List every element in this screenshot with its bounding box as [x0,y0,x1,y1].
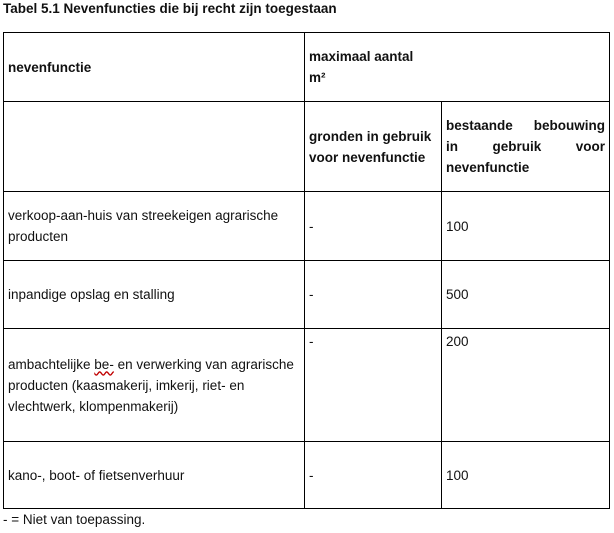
row-buildings: 500 [442,261,610,329]
row-buildings: 200 [442,329,610,442]
row-grounds: - [305,442,442,509]
header-cell-function [4,33,305,102]
row-function: kano-, boot- of fietsenverhuur [4,442,305,509]
row-grounds: - [305,192,442,261]
functions-table [3,32,610,509]
subheader-cell-buildings [442,102,610,192]
subheader-buildings-line-2: in gebruik voor [446,139,605,154]
table-footnote: - = Niet van toepassing. [3,512,146,527]
row-grounds: - [305,261,442,329]
header-function-label: nevenfunctie [8,59,92,75]
subheader-cell-grounds [305,102,442,192]
table-caption: Tabel 5.1 Nevenfuncties die bij recht zijn toegestaan [3,1,337,16]
header-max-label: maximaal aantal [309,49,414,64]
table-row [4,192,610,261]
table-row [4,329,610,442]
header-cell-max [305,33,610,102]
row-buildings: 100 [442,192,610,261]
subheader-grounds-label: gronden in gebruik voor nevenfunctie [309,128,432,165]
subheader-row [4,102,610,192]
row-buildings: 100 [442,442,610,509]
subheader-cell-empty [4,102,305,192]
row-function: verkoop-aan-huis van streekeigen agrarische producten [4,192,305,261]
subheader-buildings-line-1: bestaande bebouwing [446,118,605,133]
row-function: inpandige opslag en stalling [4,261,305,329]
spellcheck-flagged-word: be- [94,356,114,372]
header-max-unit: m² [309,70,326,85]
row-function-suffix: en verwerking van agrarische producten (kaasmakerij, imkerij, riet- en vlechtwerk, klompenmakerij) [8,356,294,414]
header-row [4,33,610,102]
table-row [4,261,610,329]
row-function-prefix: ambachtelijke [8,356,95,372]
row-function [4,329,305,442]
row-grounds: - [305,329,442,442]
table-row [4,442,610,509]
subheader-buildings-line-3: nevenfunctie [446,160,530,175]
